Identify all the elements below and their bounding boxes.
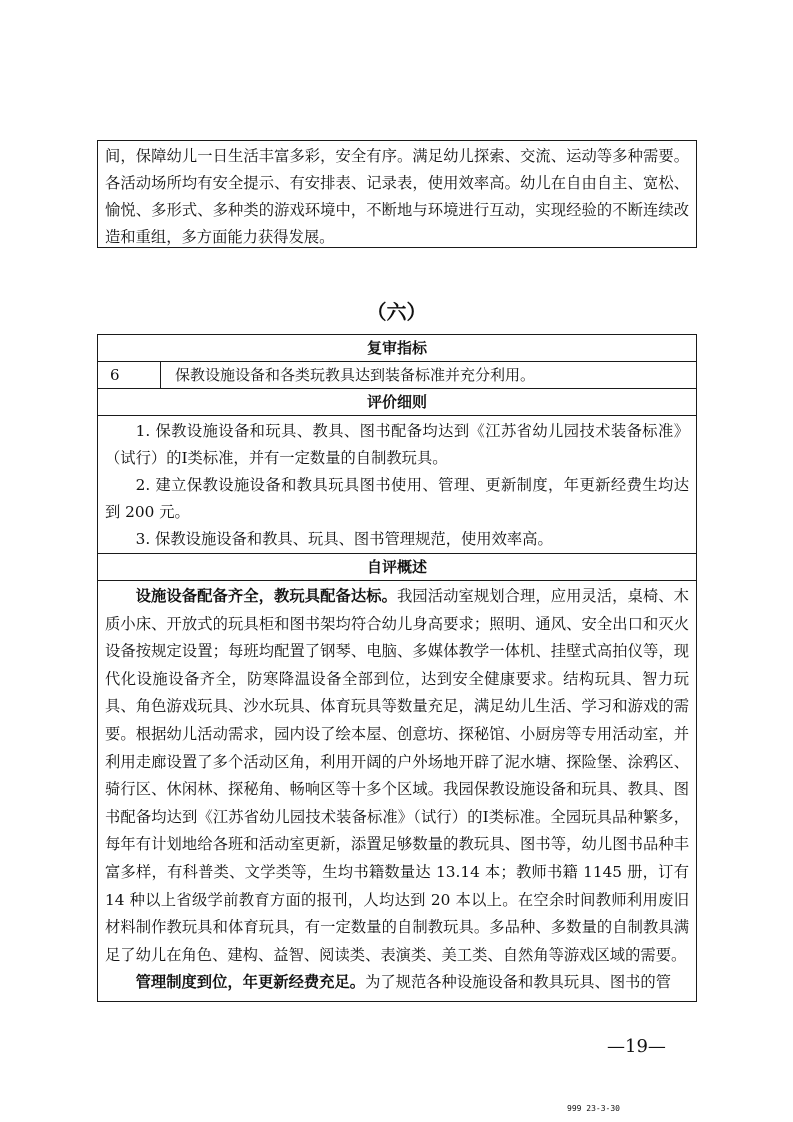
paragraph-2-lead: 管理制度到位，年更新经费充足。 [135,973,366,992]
page-number: —19— [607,1036,666,1057]
self-evaluation-header: 自评概述 [98,554,696,581]
paragraph-2-body: 为了规范各种设施设备和教具玩具、图书的管 [365,973,672,992]
print-stamp: 999 23-3-30 [567,1104,620,1113]
paragraph-1-body: 我园活动室规划合理，应用灵活，桌椅、木质小床、开放式的玩具柜和图书架均符合幼儿身高要求；照明、通风、安全出口和灭火设备按规定设置；每班均配置了钢琴、电脑、多媒体教学一体机、挂壁式高拍仪等，现代化设施设备齐全，防寒降温设备全部到位，达到安全健康要求。结构玩具、智力玩具、角色游戏玩具、沙水玩具、体育玩具等数量充足，满足幼儿生活、学习和游戏的需要。根据幼儿活动需求，园内设了绘本屋、创意坊、探秘馆、小厨房等专用活动室，并利用走廊设置了多个活动区角，利用开阔的户外场地开辟了泥水塘、探险堡、涂鸦区、骑行区、休闲林、探秘角、畅响区等十多个区域。我园保教设施设备和玩具、教具、图书配备均达到《江苏省幼儿园技术装备标准》（试行）的Ⅰ类标准。全园玩具品种繁多，每年有计划地给各班和活动室更新，添置足够数量的教玩具、图书等，幼儿图书品种丰富多样，有科普类、文学类等，生均书籍数量达 13.14 本；教师书籍 1145 册，订有 14 种以上省级学前教育方面的报刊，人均达到 20 本以上。在空余时间教师利用废旧材料制作教玩具和体育玩具，有一定数量的自制教玩具。多品种、多数量的自制教具满足了幼儿在角色、建构、益智、阅读类、表演类、美工类、自然角等游戏区域的需要。 [105,587,689,964]
criteria-header: 评价细则 [98,389,696,416]
section-heading: （六） [366,300,427,324]
criteria-cell [98,416,696,554]
criteria-item-3: 3. 保教设施设备和教具、玩具、图书管理规范，使用效率高。 [135,530,553,548]
evaluation-table [97,334,697,1002]
continuation-paragraph: 间，保障幼儿一日生活丰富多彩，安全有序。满足幼儿探索、交流、运动等多种需要。各活动场所均有安全提示、有安排表、记录表，使用效率高。幼儿在自由自主、宽松、愉悦、多形式、多种类的游戏环境中，不断地与环境进行互动，实现经验的不断连续改造和重组，多方面能力获得发展。 [105,147,689,246]
review-indicator-header: 复审指标 [98,335,696,362]
indicator-text: 保教设施设备和各类玩教具达到装备标准并充分利用。 [175,366,536,384]
criteria-item-2: 2. 建立保教设施设备和教具玩具图书使用、管理、更新制度，年更新经费生均达到 200 元。 [105,476,689,521]
indicator-number: 6 [98,362,161,388]
paragraph-1-lead: 设施设备配备齐全，教玩具配备达标。 [135,587,397,605]
self-eval-paragraph-2 [105,969,689,997]
indicator-row [98,362,696,389]
self-eval-paragraph-1 [105,583,689,969]
continuation-box [97,140,697,248]
self-evaluation-cell [98,581,696,997]
criteria-item-1: 1. 保教设施设备和玩具、教具、图书配备均达到《江苏省幼儿园技术装备标准》（试行）的Ⅰ类标准，并有一定数量的自制教玩具。 [105,422,689,467]
